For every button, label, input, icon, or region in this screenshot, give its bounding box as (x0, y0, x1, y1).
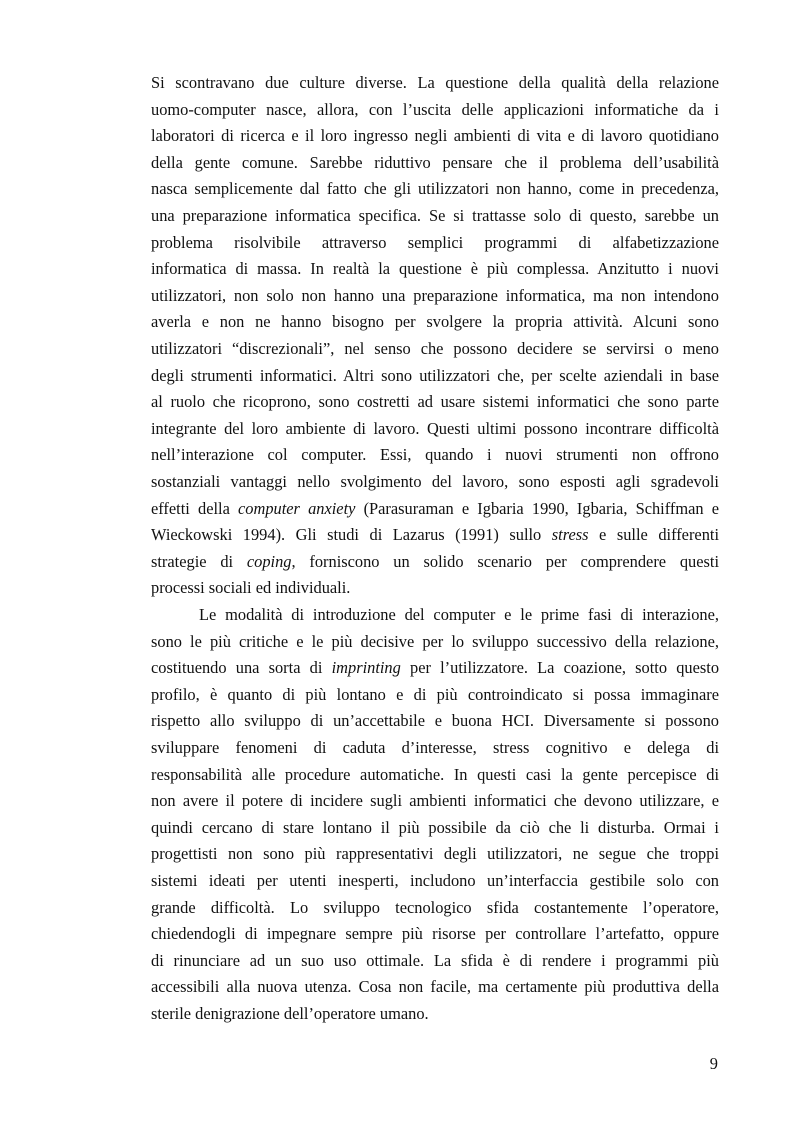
text-run: degli strumenti informatici. Altri sono utilizzatori che, per scelte aziendali in base (151, 365, 719, 385)
text-line (151, 392, 719, 412)
text-line (151, 685, 719, 705)
text-line (199, 605, 719, 625)
text-run: sono le più critiche e le più decisive per lo sviluppo successivo della relazione, (151, 631, 719, 651)
text-line (151, 206, 719, 226)
text-run: uomo-computer nasce, allora, con l’uscita delle applicazioni informatiche da i (151, 99, 719, 119)
text-run: nell’interazione col computer. Essi, quando i nuovi strumenti non offrono (151, 445, 719, 465)
text-run: costituendo una sorta di (151, 658, 332, 678)
text-run: responsabilità alle procedure automatiche. In questi casi la gente percepisce di (151, 764, 719, 784)
text-run: Wieckowski 1994). Gli studi di Lazarus (1991) sullo (151, 525, 552, 545)
text-run: della gente comune. Sarebbe riduttivo pensare che il problema dell’usabilità (151, 152, 719, 172)
text-run: nasca semplicemente dal fatto che gli utilizzatori non hanno, come in precedenza, (151, 179, 719, 199)
text-run: accessibili alla nuova utenza. Cosa non facile, ma certamente più produttiva della (151, 977, 719, 997)
text-run: una preparazione informatica specifica. Se si trattasse solo di questo, sarebbe un (151, 206, 719, 225)
text-run: , forniscono un solido scenario per comprendere questi (291, 551, 719, 571)
text-run: e sulle differenti (588, 525, 719, 545)
text-line (151, 366, 719, 386)
text-line (151, 499, 719, 519)
text-line (151, 871, 719, 891)
text-line (151, 818, 719, 838)
text-line (151, 525, 719, 545)
text-line (151, 738, 719, 758)
text-line (151, 445, 719, 465)
text-line (151, 924, 719, 944)
text-line (151, 153, 719, 173)
text-line (151, 259, 719, 279)
text-line (151, 658, 719, 678)
text-run: laboratori di ricerca e il loro ingresso negli ambienti di vita e di lavoro quotidiano (151, 126, 719, 146)
italic-term: computer anxiety (238, 498, 356, 518)
text-line (151, 578, 719, 598)
text-run: effetti della (151, 498, 239, 518)
text-line (151, 711, 719, 731)
text-line (151, 791, 719, 811)
text-run: strategie di (151, 551, 247, 571)
text-run: chiedendogli di impegnare sempre più risorse per controllare l’artefatto, oppure (151, 924, 719, 944)
text-run: sostanziali vantaggi nello svolgimento del lavoro, sono esposti agli sgradevoli (151, 472, 719, 491)
text-run: di rinunciare ad un suo uso ottimale. La sfida è di rendere i programmi più (151, 950, 719, 970)
text-run: Le modalità di introduzione del computer e le prime fasi di interazione, (199, 605, 719, 624)
text-run: processi sociali ed individuali. (151, 578, 351, 598)
text-line (151, 286, 719, 306)
text-line (151, 844, 719, 864)
text-run: utilizzatori “discrezionali”, nel senso che possono decidere se servirsi o meno (151, 339, 719, 358)
text-run: sistemi ideati per utenti inesperti, includono un’interfaccia gestibile solo con (151, 871, 719, 890)
italic-term: imprinting (331, 658, 401, 678)
text-run: per l’utilizzatore. La coazione, sotto questo (400, 658, 720, 678)
text-line (151, 419, 719, 439)
text-line (151, 632, 719, 652)
text-run: problema risolvibile attraverso semplici programmi di alfabetizzazione (151, 232, 719, 252)
text-line (151, 73, 719, 93)
text-run: non avere il potere di incidere sugli ambienti informatici che devono utilizzare, e (151, 791, 719, 811)
text-run: Si scontravano due culture diverse. La questione della qualità della relazione (151, 73, 719, 92)
text-line (151, 472, 719, 492)
text-line (151, 951, 719, 971)
text-line (151, 552, 719, 572)
text-line (151, 126, 719, 146)
text-line (151, 179, 719, 199)
text-run: al ruolo che ricoprono, sono costretti ad usare sistemi informatici che sono parte (151, 392, 719, 412)
text-run: sterile denigrazione dell’operatore umano. (151, 1004, 429, 1023)
italic-term: stress (551, 525, 589, 545)
text-line (151, 100, 719, 120)
text-run: integrante del loro ambiente di lavoro. Questi ultimi possono incontrare difficoltà (151, 418, 719, 438)
text-run: sviluppare fenomeni di caduta d’interesse, stress cognitivo e delega di (151, 738, 719, 757)
text-run: quindi cercano di stare lontano il più possibile da ciò che li disturba. Ormai i (151, 817, 719, 837)
text-run: (Parasuraman e Igbaria 1990, Igbaria, Schiffman e (355, 498, 720, 518)
text-line (151, 233, 719, 253)
text-line (151, 1004, 719, 1024)
text-run: progettisti non sono più rappresentativi degli utilizzatori, ne segue che troppi (151, 844, 719, 864)
italic-term: coping (246, 551, 292, 571)
text-run: informatica di massa. In realtà la questione è più complessa. Anzitutto i nuovi (151, 259, 719, 279)
text-line (151, 339, 719, 359)
text-line (151, 977, 719, 997)
page-number: 9 (709, 1054, 718, 1073)
text-line (151, 898, 719, 918)
text-run: profilo, è quanto di più lontano e di più controindicato si possa immaginare (151, 684, 719, 704)
text-run: grande difficoltà. Lo sviluppo tecnologico sfida costantemente l’operatore, (151, 897, 719, 917)
text-run: utilizzatori, non solo non hanno una preparazione informatica, ma non intendono (151, 285, 719, 305)
text-run: rispetto allo sviluppo di un’accettabile e buona HCI. Diversamente si possono (151, 711, 719, 731)
text-run: averla e non ne hanno bisogno per svolgere la propria attività. Alcuni sono (151, 312, 719, 332)
text-line (151, 765, 719, 785)
text-line (151, 312, 719, 332)
